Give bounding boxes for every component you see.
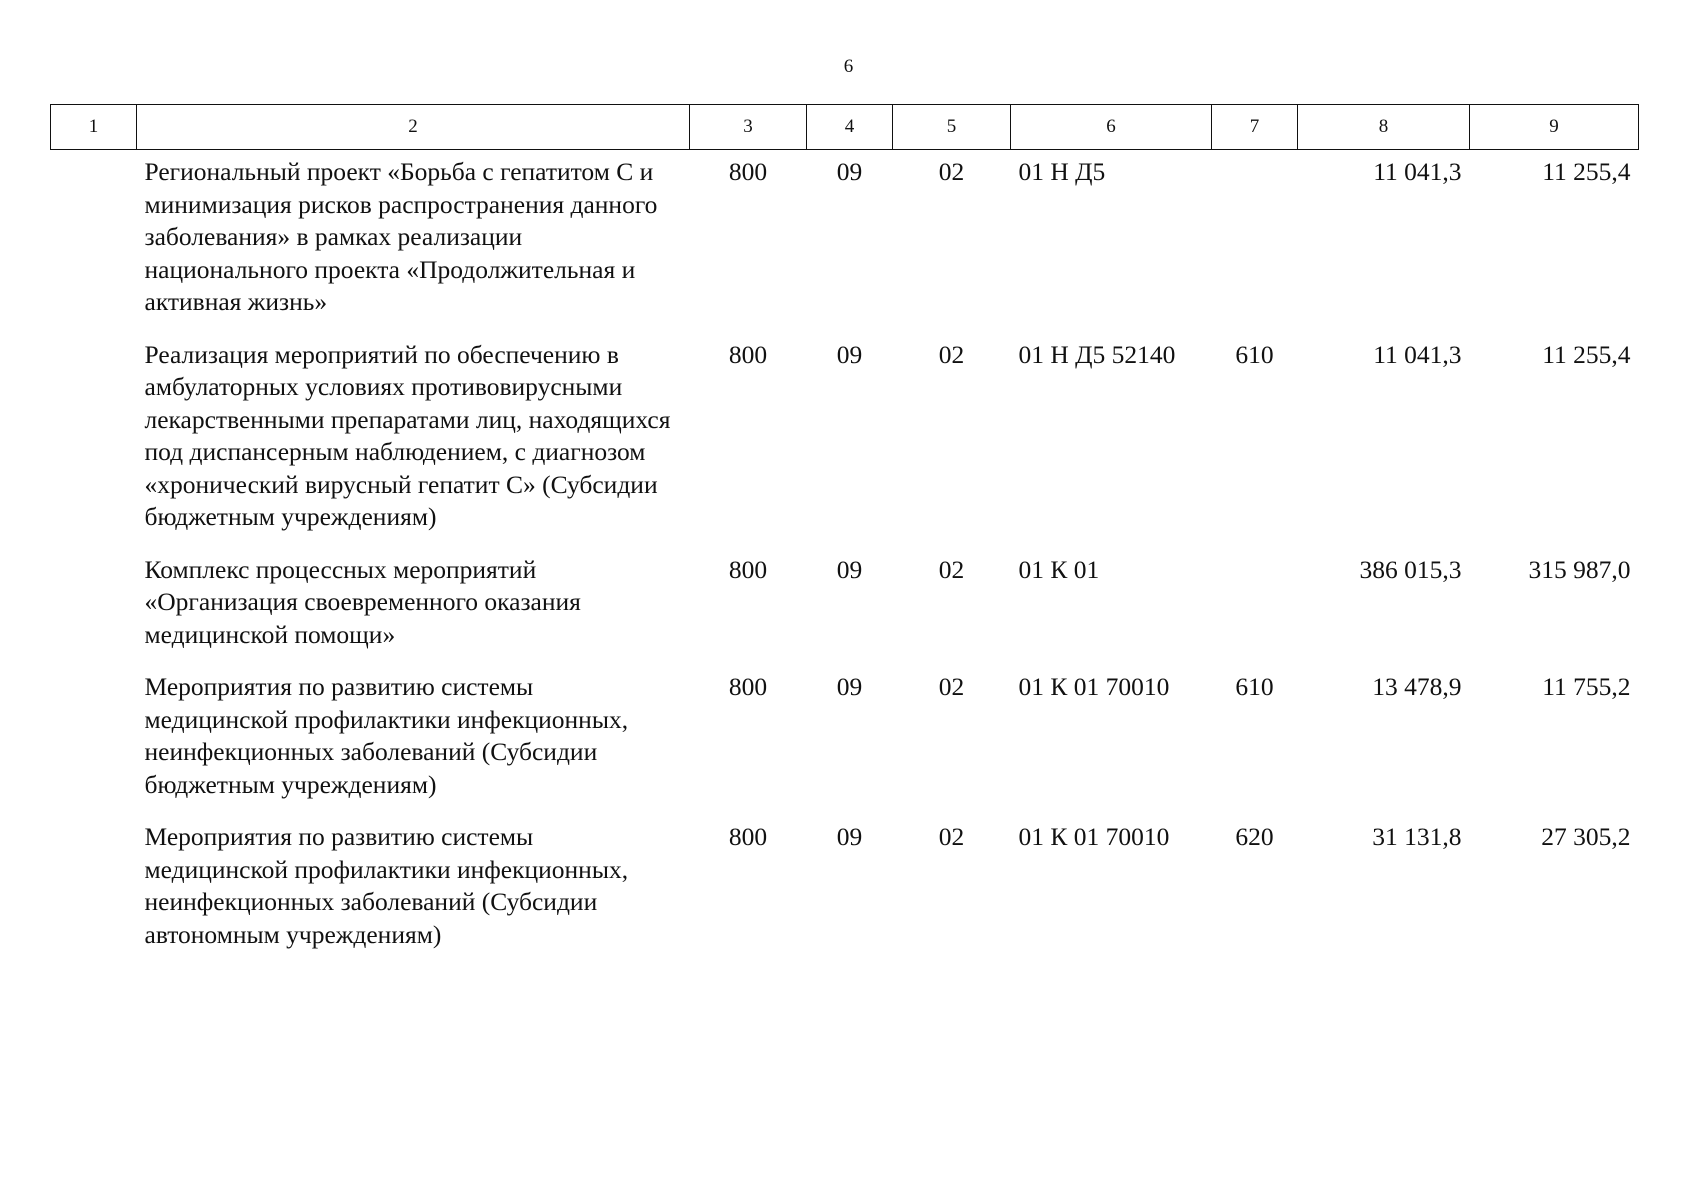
header-col-6: 6 [1011, 105, 1212, 150]
table-row [51, 329, 1639, 544]
header-col-3: 3 [690, 105, 807, 150]
row-name: Реализация мероприятий по обеспечению в амбулаторных условиях противовирусными лекарственными препаратами лиц, находящихся под диспансерным наблюдением, с диагнозом «хронический вирусный гепатит С» (Субсидии бюджетным учреждениям) [144, 339, 671, 531]
row-expense-type: 610 [1235, 339, 1274, 369]
row-number [51, 150, 137, 329]
row-amount-2: 315 987,0 [1528, 554, 1631, 584]
row-name: Мероприятия по развитию системы медицинской профилактики инфекционных, неинфекционных заболеваний (Субсидии бюджетным учреждениям) [144, 672, 629, 799]
row-subsection: 02 [938, 554, 965, 584]
row-number [51, 811, 137, 961]
row-section: 09 [836, 339, 863, 369]
row-name: Мероприятия по развитию системы медицинской профилактики инфекционных, неинфекционных заболеваний (Субсидии автономным учреждениям) [144, 822, 629, 949]
row-grbs: 800 [728, 339, 768, 369]
row-target-article: 01 Н Д5 52140 [1018, 339, 1176, 369]
row-number [51, 544, 137, 662]
header-col-8: 8 [1298, 105, 1470, 150]
header-col-4: 4 [807, 105, 893, 150]
row-target-article: 01 К 01 70010 [1018, 822, 1170, 851]
budget-table [50, 104, 1639, 961]
row-expense-type: 620 [1235, 822, 1274, 851]
row-amount-2: 11 255,4 [1542, 339, 1631, 369]
row-section: 09 [836, 157, 863, 186]
row-expense-type [1212, 150, 1298, 329]
row-grbs: 800 [728, 672, 768, 701]
page-number: 6 [843, 56, 854, 77]
header-row [51, 105, 1639, 150]
row-subsection: 02 [938, 672, 965, 701]
row-subsection: 02 [938, 822, 965, 851]
header-col-7: 7 [1212, 105, 1298, 150]
row-section: 09 [836, 822, 863, 851]
row-grbs: 800 [728, 822, 768, 851]
row-expense-type: 610 [1235, 672, 1274, 701]
row-number [51, 661, 137, 811]
row-expense-type [1212, 544, 1298, 662]
table-row [51, 150, 1639, 329]
row-grbs: 800 [728, 554, 768, 584]
row-amount-1: 11 041,3 [1373, 157, 1462, 186]
row-amount-1: 386 015,3 [1359, 554, 1462, 584]
row-section: 09 [836, 554, 863, 584]
table-row [51, 544, 1639, 662]
row-subsection: 02 [938, 339, 965, 369]
row-target-article: 01 Н Д5 [1018, 157, 1106, 186]
header-col-2: 2 [137, 105, 690, 150]
header-col-9: 9 [1470, 105, 1639, 150]
row-name: Региональный проект «Борьба с гепатитом С и минимизация рисков распространения данного заболевания» в рамках реализации национального проекта «Продолжительная и активная жизнь» [144, 157, 658, 316]
row-amount-1: 13 478,9 [1372, 672, 1462, 701]
row-amount-1: 11 041,3 [1373, 339, 1462, 369]
row-target-article: 01 К 01 70010 [1018, 672, 1170, 701]
row-subsection: 02 [938, 157, 965, 186]
row-amount-1: 31 131,8 [1372, 822, 1462, 851]
row-amount-2: 11 255,4 [1542, 157, 1631, 186]
row-name: Комплекс процессных мероприятий «Организация своевременного оказания медицинской помощи» [144, 554, 581, 649]
row-amount-2: 27 305,2 [1541, 822, 1631, 851]
table-row [51, 661, 1639, 811]
row-section: 09 [836, 672, 863, 701]
row-target-article: 01 К 01 [1018, 554, 1100, 584]
row-amount-2: 11 755,2 [1542, 672, 1631, 701]
header-col-1: 1 [51, 105, 137, 150]
header-col-5: 5 [893, 105, 1011, 150]
row-grbs: 800 [728, 157, 768, 186]
row-number [51, 329, 137, 544]
table-row [51, 811, 1639, 961]
